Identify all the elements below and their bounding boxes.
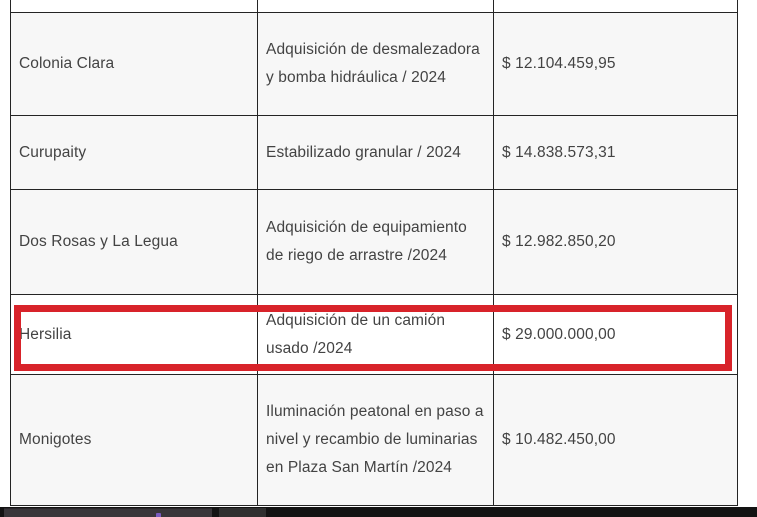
table-row-partial: [11, 0, 738, 13]
description-cell: [258, 0, 494, 13]
amount-cell: $ 14.838.573,31: [494, 116, 738, 190]
description-cell: Adquisición de un camión usado /2024: [258, 295, 494, 375]
table-row: [11, 116, 738, 190]
description-cell: Estabilizado granular / 2024: [258, 116, 494, 190]
locality-cell: Curupaity: [11, 116, 258, 190]
description-cell: Iluminación peatonal en paso a nivel y recambio de luminarias en Plaza San Martín /2024: [258, 375, 494, 506]
description-cell: Adquisición de equipamiento de riego de arrastre /2024: [258, 190, 494, 295]
locality-cell: Dos Rosas y La Legua: [11, 190, 258, 295]
amount-cell: $ 29.000.000,00: [494, 295, 738, 375]
app-icon: [156, 513, 161, 517]
description-cell: Adquisición de desmalezadora y bomba hidráulica / 2024: [258, 13, 494, 116]
taskbar-window-strip[interactable]: [4, 508, 212, 517]
locality-cell: Monigotes: [11, 375, 258, 506]
locality-cell: [11, 0, 258, 13]
amount-cell: [494, 0, 738, 13]
table-row: [11, 13, 738, 116]
table-row: [11, 375, 738, 506]
taskbar-window-strip-small[interactable]: [219, 508, 266, 517]
table-row: [11, 190, 738, 295]
projects-table: [10, 0, 738, 506]
locality-cell: Colonia Clara: [11, 13, 258, 116]
amount-cell: $ 12.104.459,95: [494, 13, 738, 116]
taskbar[interactable]: [0, 507, 757, 517]
amount-cell: $ 12.982.850,20: [494, 190, 738, 295]
locality-cell: Hersilia: [11, 295, 258, 375]
amount-cell: $ 10.482.450,00: [494, 375, 738, 506]
table-row-highlighted: [11, 295, 738, 375]
